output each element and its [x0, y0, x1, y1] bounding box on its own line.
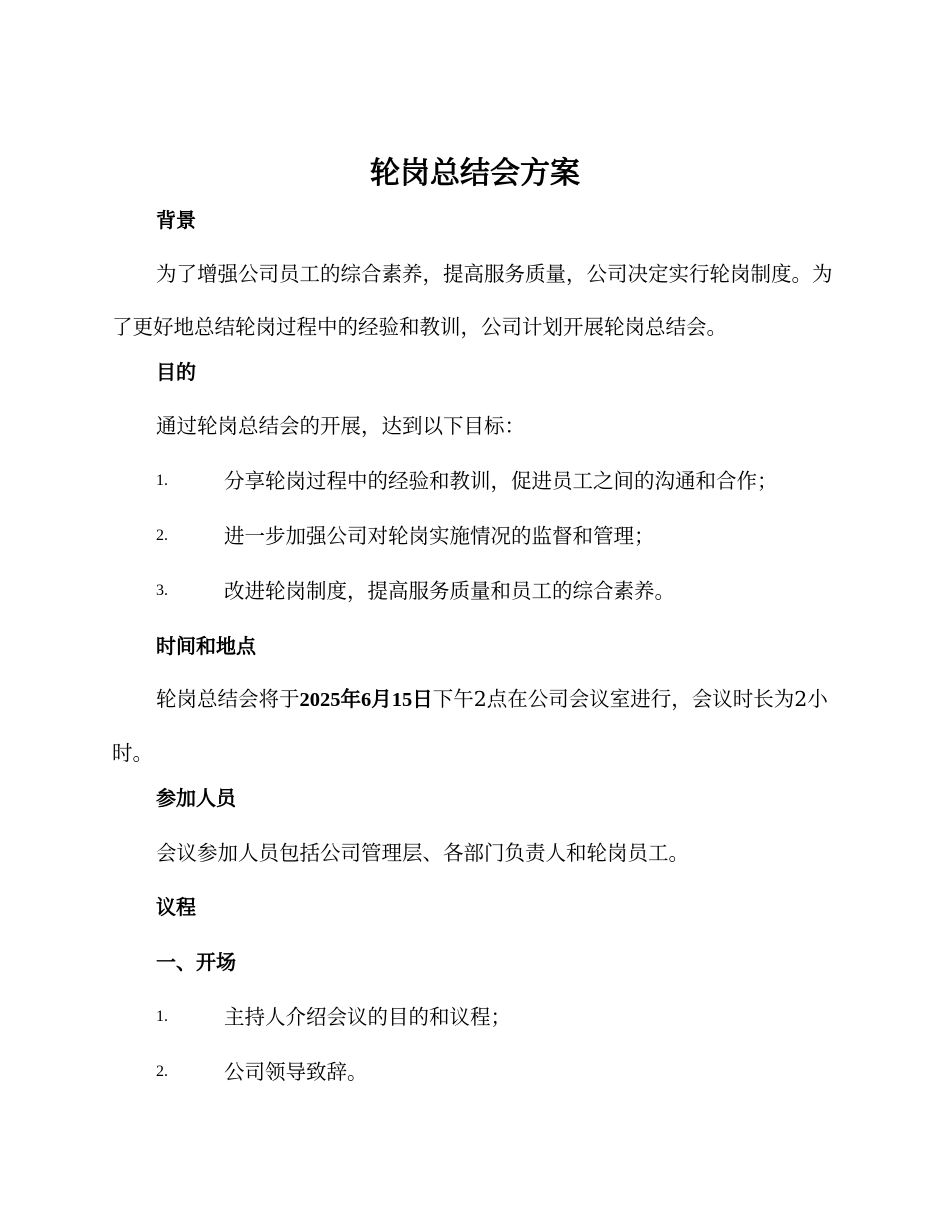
list-item-number: 1.: [156, 1008, 168, 1025]
list-item-text: 分享轮岗过程中的经验和教训，促进员工之间的沟通和合作；: [224, 469, 778, 493]
time-place-text-after: 下午2点在公司会议室进行，会议时长为2小时。: [112, 687, 828, 765]
section-heading-time-place: 时间和地点: [156, 634, 256, 658]
list-item-number: 2.: [156, 527, 168, 544]
time-place-paragraph: [112, 673, 838, 780]
list-item-number: 2.: [156, 1063, 168, 1080]
list-item-text: 改进轮岗制度，提高服务质量和员工的综合素养。: [224, 579, 675, 603]
list-item-text: 进一步加强公司对轮岗实施情况的监督和管理；: [224, 524, 655, 548]
document-title: 轮岗总结会方案: [370, 156, 580, 191]
list-item-number: 1.: [156, 472, 168, 489]
time-place-text-before: 轮岗总结会将于: [156, 687, 300, 711]
participants-paragraph: 会议参加人员包括公司管理层、各部门负责人和轮岗员工。: [156, 841, 689, 865]
section-heading-participants: 参加人员: [156, 786, 236, 810]
agenda-subheading-opening: 一、开场: [156, 950, 236, 974]
meeting-date: 2025年6月15日: [299, 689, 433, 711]
section-heading-background: 背景: [156, 208, 196, 232]
list-item-text: 公司领导致辞。: [224, 1060, 368, 1084]
background-paragraph: 为了增强公司员工的综合素养，提高服务质量，公司决定实行轮岗制度。为了更好地总结轮岗过程中的经验和教训，公司计划开展轮岗总结会。: [112, 262, 833, 339]
list-item-text: 主持人介绍会议的目的和议程；: [224, 1005, 511, 1029]
section-heading-purpose: 目的: [156, 360, 196, 384]
section-heading-agenda: 议程: [156, 895, 196, 919]
list-item-number: 3.: [156, 582, 168, 599]
purpose-intro: 通过轮岗总结会的开展，达到以下目标：: [156, 414, 525, 438]
